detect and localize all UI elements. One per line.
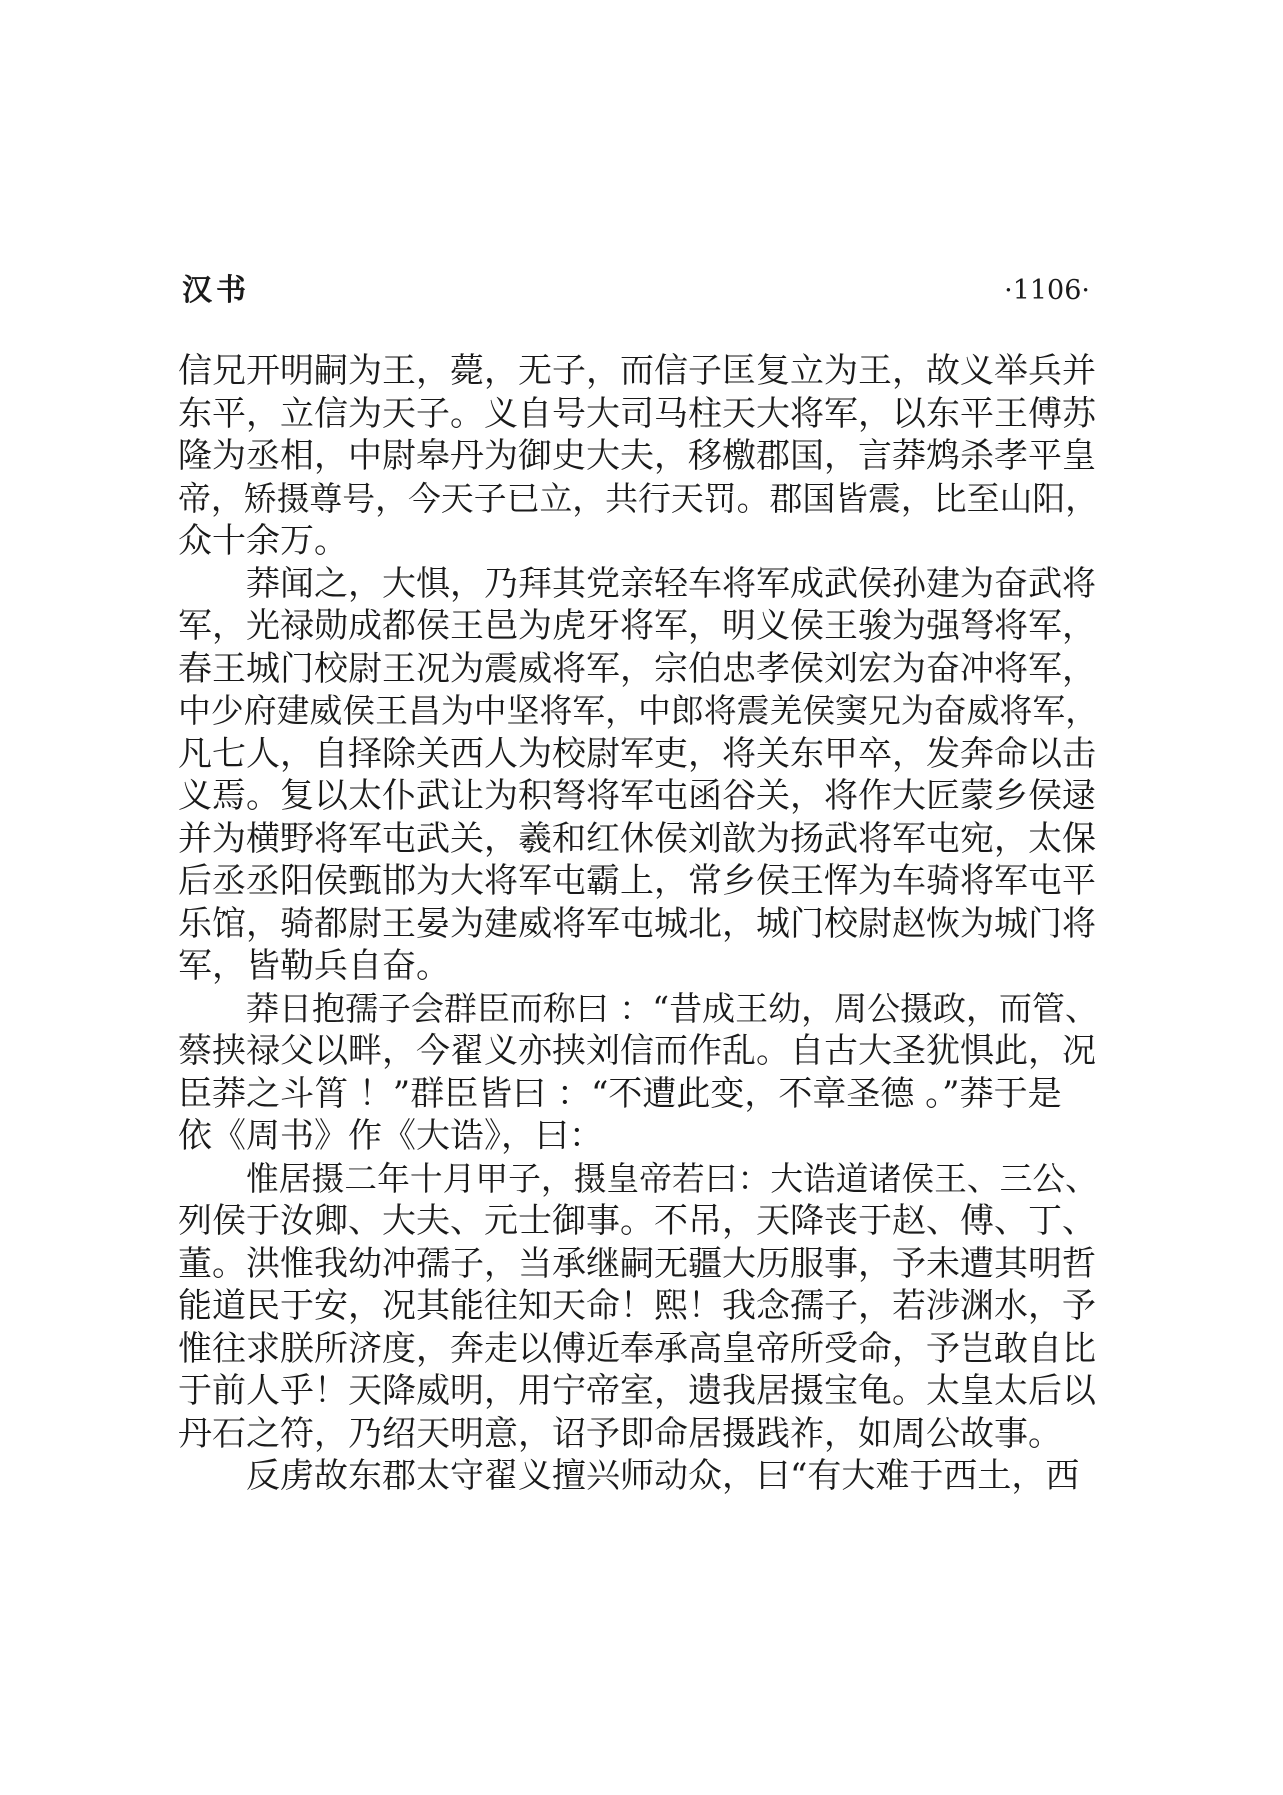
text-line: 董。洪惟我幼冲孺子，当承继嗣无疆大历服事，予未遭其明哲	[178, 1243, 1096, 1284]
page-header	[182, 268, 1090, 314]
text-line: 莽闻之，大惧，乃拜其党亲轻车将军成武侯孙建为奋武将	[246, 563, 1096, 604]
text-line: 后丞丞阳侯甄邯为大将军屯霸上，常乡侯王恽为车骑将军屯平	[178, 861, 1096, 901]
text-line: 乐馆，骑都尉王晏为建威将军屯城北，城门校尉赵恢为城门将	[178, 903, 1096, 944]
text-line: 并为横野将军屯武关，羲和红休侯刘歆为扬武将军屯宛，太保	[178, 818, 1096, 859]
body-text	[178, 350, 1098, 1498]
text-line: 于前人乎！天降威明，用宁帝室，遗我居摄宝龟。太皇太后以	[178, 1371, 1096, 1411]
text-line: 众十余万。	[178, 521, 348, 561]
text-line: 帝，矫摄尊号，今天子已立，共行天罚。郡国皆震，比至山阳，	[178, 478, 1099, 518]
book-title: 汉书	[182, 273, 250, 308]
text-line: 臣莽之斗筲 ！”群臣皆曰 ：“不遭此变，不章圣德 。”莽于是	[178, 1073, 1062, 1114]
text-line: 反虏故东郡太守翟义擅兴师动众，曰“有大难于西土，西	[246, 1456, 1080, 1496]
text-line: 凡七人，自择除关西人为校尉军吏，将关东甲卒，发奔命以击	[178, 733, 1096, 774]
text-line: 东平，立信为天子。义自号大司马柱天大将军，以东平王傅苏	[178, 393, 1096, 434]
page-number: ·1106·	[1004, 275, 1090, 306]
text-line: 蔡挟禄父以畔，今翟义亦挟刘信而作乱。自古大圣犹惧此，况	[178, 1031, 1096, 1071]
text-line: 惟居摄二年十月甲子，摄皇帝若曰：大诰道诸侯王、三公、	[246, 1159, 1098, 1198]
text-line: 隆为丞相，中尉皋丹为御史大夫，移檄郡国，言莽鸩杀孝平皇	[178, 436, 1096, 476]
text-line: 惟往求朕所济度，奔走以傅近奉承高皇帝所受命，予岂敢自比	[178, 1328, 1096, 1369]
text-line: 军，光禄勋成都侯王邑为虎牙将军，明义侯王骏为强弩将军，	[178, 606, 1096, 646]
text-line: 莽日抱孺子会群臣而称曰 ：“昔成王幼，周公摄政，而管、	[246, 988, 1098, 1028]
text-line: 军，皆勒兵自奋。	[178, 946, 450, 986]
text-line: 丹石之符，乃绍天明意，诏予即命居摄践祚，如周公故事。	[178, 1413, 1062, 1454]
text-line: 能道民于安，况其能往知天命！熙！我念孺子，若涉渊水，予	[178, 1286, 1096, 1326]
text-line: 列侯于汝卿、大夫、元士御事。不吊，天降丧于赵、傅、丁、	[178, 1201, 1096, 1241]
text-line: 依《周书》作《大诰》，曰：	[178, 1116, 603, 1156]
text-line: 中少府建威侯王昌为中坚将军，中郎将震羌侯窦兄为奋威将军，	[178, 691, 1099, 730]
text-line: 信兄开明嗣为王，薨，无子，而信子匡复立为王，故义举兵并	[178, 351, 1096, 391]
text-line: 义焉。复以太仆武让为积弩将军屯函谷关，将作大匠蒙乡侯逯	[178, 776, 1096, 816]
text-line: 春王城门校尉王况为震威将军，宗伯忠孝侯刘宏为奋冲将军，	[178, 648, 1096, 689]
